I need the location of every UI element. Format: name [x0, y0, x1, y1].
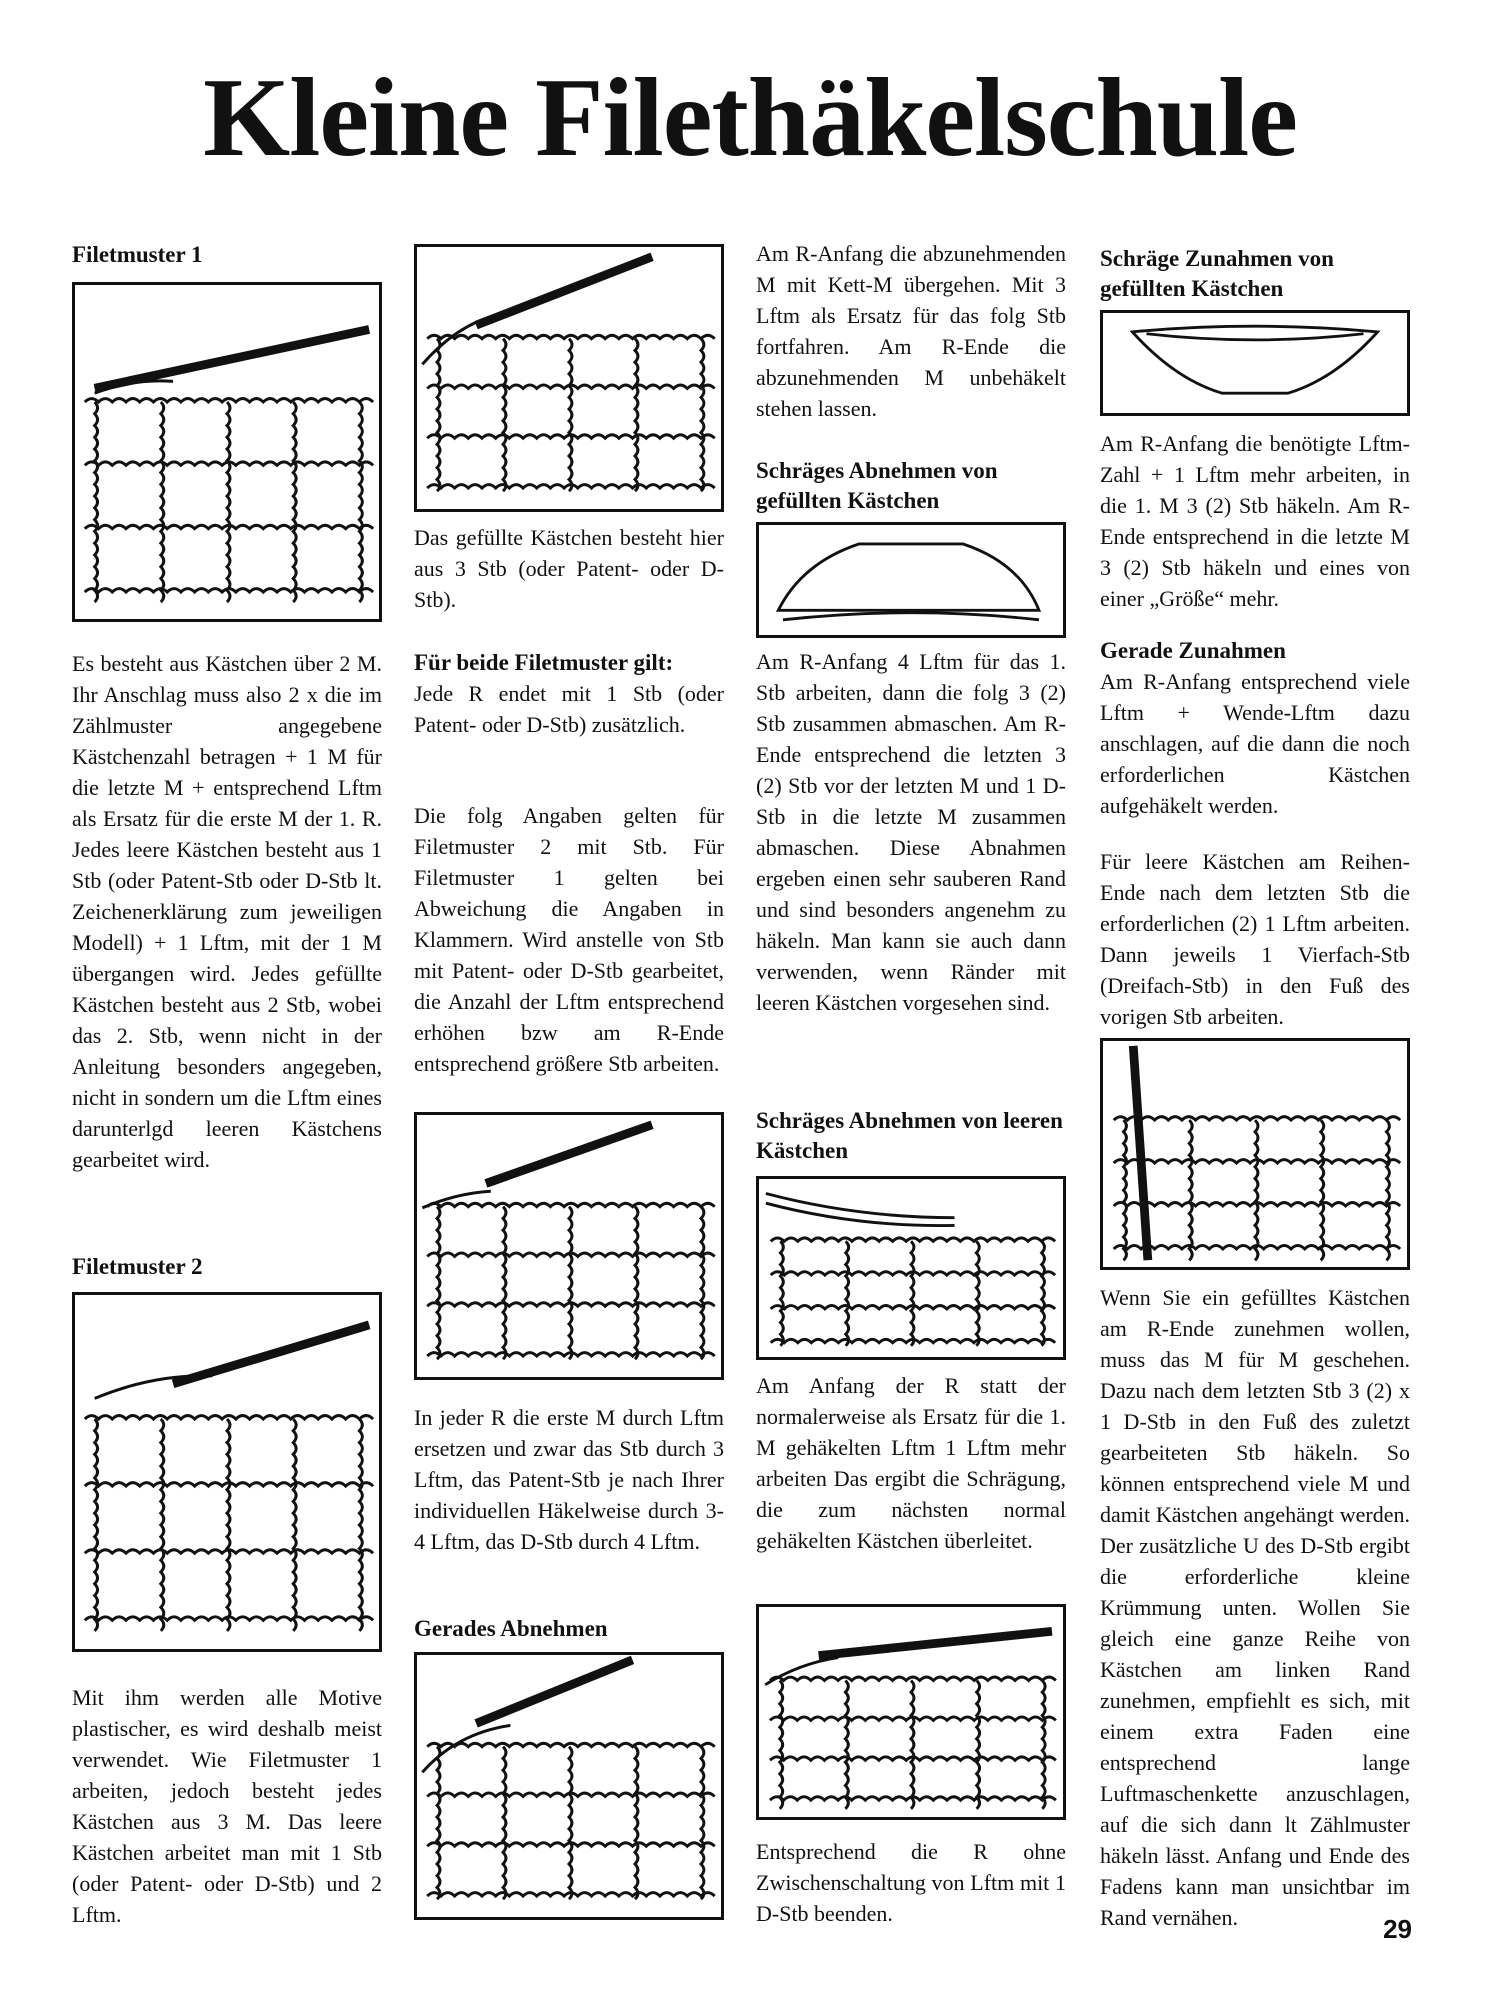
col3-text-1 [756, 238, 1066, 424]
crochet-mesh-illustration [1103, 1041, 1407, 1267]
paragraph: Es besteht aus Kästchen über 2 M. Ihr Anschlag muss also 2 x die im Zählmuster angegebene Kästchenzahl betragen + 1 M für die letzte M + entsprechend Lftm als Ersatz für die erste M der 1. R. Jedes leere Kästchen besteht aus 1 Stb (oder Patent-Stb oder D-Stb lt. Zeichenerklärung zum jeweiligen Modell) + 1 Lftm, mit der 1 M übergangen wird. Jedes gefüllte Kästchen besteht aus 2 Stb, wobei das 2. Stb, wenn nicht in der Anleitung besonders angegeben, nicht in sondern um die Lftm eines darunterlgd leeren Kästchens gearbeitet wird. [72, 651, 382, 1172]
heading-schraeges-abnehmen-leer: Schräges Abnehmen von leeren Kästchen [756, 1108, 1063, 1163]
col3-heading-1-block [756, 456, 1066, 516]
col4-text-4 [1100, 1282, 1410, 1933]
paragraph: Am R-Anfang entsprechend viele Lftm + Wende-Lftm dazu anschlagen, auf die dann die noch erforderlichen Kästchen aufgehäkelt werden. [1100, 669, 1410, 818]
figure-filetmuster-1 [72, 282, 382, 622]
heading-schraeges-abnehmen-gefuellt: Schräges Abnehmen von gefüllten Kästchen [756, 458, 998, 513]
paragraph: Am Anfang der R statt der normalerweise als Ersatz für die 1. M gehäkelten Lftm 1 Lftm mehr arbeiten Das ergibt die Schrägung, die zum nächsten normal gehäkelten Kästchen überleitet. [756, 1373, 1066, 1553]
heading-beide-filetmuster: Für beide Filetmuster gilt: [414, 650, 674, 675]
page-number: 29 [1383, 1914, 1412, 1944]
paragraph: In jeder R die erste M durch Lftm ersetzen und zwar das Stb durch 3 Lftm, das Patent-Stb je nach Ihrer individuellen Häkelweise durch 3-4 Lftm, das D-Stb durch 4 Lftm. [414, 1405, 724, 1554]
heading-gerade-zunahmen: Gerade Zunahmen [1100, 638, 1286, 663]
crochet-mesh-illustration [75, 285, 379, 619]
col3-text-3 [756, 1370, 1066, 1556]
paragraph: Entsprechend die R ohne Zwischenschaltung von Lftm mit 1 D-Stb beenden. [756, 1839, 1066, 1926]
col4-heading-1-block [1100, 244, 1410, 304]
figure-schraeges-abnehmen-leer [756, 1176, 1066, 1360]
figure-r-ende [756, 1604, 1066, 1820]
col4-text-1 [1100, 428, 1410, 614]
figure-gerade-zunahmen [1100, 1038, 1410, 1270]
crochet-mesh-illustration [1103, 313, 1407, 413]
heading-filetmuster-2: Filetmuster 2 [72, 1254, 203, 1279]
crochet-mesh-illustration [75, 1295, 379, 1649]
crochet-mesh-illustration [417, 1115, 721, 1377]
figure-stb-ersatz [414, 1112, 724, 1380]
col2-text-2 [414, 648, 724, 740]
col1-heading-2-block [72, 1252, 382, 1282]
heading-schraege-zunahmen: Schräge Zunahmen von gefüllten Kästchen [1100, 246, 1334, 301]
col2-text-4 [414, 1402, 724, 1557]
figure-gefuellte-kaestchen [414, 244, 724, 512]
col2-heading-block [414, 1614, 724, 1644]
col1-text-2 [72, 1682, 382, 1930]
paragraph: Für leere Kästchen am Reihen-Ende nach dem letzten Stb die erforderlichen (2) 1 Lftm arbeiten. Dann jeweils 1 Vierfach-Stb (Dreifach-Stb) in den Fuß des vorigen Stb arbeiten. [1100, 849, 1410, 1029]
crochet-mesh-illustration [759, 1607, 1063, 1817]
col2-text-3 [414, 800, 724, 1079]
figure-filetmuster-2 [72, 1292, 382, 1652]
heading-gerades-abnehmen: Gerades Abnehmen [414, 1616, 608, 1641]
col3-text-4 [756, 1836, 1066, 1929]
col3-text-2 [756, 646, 1066, 1018]
paragraph: Am R-Anfang die benötigte Lftm-Zahl + 1 Lftm mehr arbeiten, in die 1. M 3 (2) Stb häkeln. Am R-Ende entsprechend in die letzte M 3 (2) Stb häkeln und eines von einer „Größe“ mehr. [1100, 431, 1410, 611]
page-title: Kleine Filethäkelschule [203, 56, 1297, 180]
paragraph: Das gefüllte Kästchen besteht hier aus 3 Stb (oder Patent- oder D-Stb). [414, 525, 724, 612]
col4-text-3 [1100, 846, 1410, 1032]
col1-heading-block [72, 240, 382, 270]
crochet-mesh-illustration [759, 525, 1063, 635]
heading-filetmuster-1: Filetmuster 1 [72, 242, 203, 267]
paragraph: Die folg Angaben gelten für Filetmuster 2 mit Stb. Für Filetmuster 1 gelten bei Abweichung die Angaben in Klammern. Wird anstelle von Stb mit Patent- oder D-Stb gearbeitet, die Anzahl der Lftm entsprechend erhöhen bzw am R-Ende entsprechend größere Stb arbeiten. [414, 803, 724, 1076]
figure-schraeges-abnehmen-gefuellt [756, 522, 1066, 638]
col1-text-1 [72, 648, 382, 1175]
figure-schraege-zunahmen [1100, 310, 1410, 416]
mesh-pattern [85, 399, 373, 602]
paragraph: Am R-Anfang die abzunehmenden M mit Kett-M übergehen. Mit 3 Lftm als Ersatz für das folg Stb fortfahren. Am R-Ende die abzunehmenden M unbehäkelt stehen lassen. [756, 241, 1066, 421]
paragraph: Jede R endet mit 1 Stb (oder Patent- oder D-Stb) zusätzlich. [414, 681, 724, 737]
crochet-mesh-illustration [759, 1179, 1063, 1357]
col3-heading-2-block [756, 1106, 1066, 1166]
paragraph: Am R-Anfang 4 Lftm für das 1. Stb arbeiten, dann die folg 3 (2) Stb zusammen abmaschen. Am R-Ende entsprechend die letzten 3 (2) Stb vor der letzten M und 1 D-Stb in die letzte M zusammen abmaschen. Diese Abnahmen ergeben einen sehr sauberen Rand und sind besonders angenehm zu häkeln. Man kann sie auch dann verwenden, wenn Ränder mit leeren Kästchen vorgesehen sind. [756, 649, 1066, 1015]
paragraph: Wenn Sie ein gefülltes Kästchen am R-Ende zunehmen wollen, muss das M für M geschehen. Dazu nach dem letzten Stb 3 (2) x 1 D-Stb in den Fuß des zuletzt gearbeiteten Stb häkeln. So können entsprechend viele M und damit Kästchen angehängt werden. Der zusätzliche U des D-Stb ergibt die erforderliche kleine Krümmung unten. Wollen Sie gleich eine ganze Reihe von Kästchen am linken Rand zunehmen, empfiehlt es sich, mit einem extra Faden eine entsprechend lange Luftmaschenkette anzuschlagen, auf die sich dann lt Zählmuster häkeln lässt. Anfang und Ende des Fadens kann man unsichtbar im Rand vernähen. [1100, 1285, 1410, 1930]
figure-gerades-abnehmen [414, 1652, 724, 1920]
crochet-mesh-illustration [417, 247, 721, 509]
crochet-mesh-illustration [417, 1655, 721, 1917]
col4-text-2 [1100, 636, 1410, 821]
paragraph: Mit ihm werden alle Motive plastischer, es wird deshalb meist verwendet. Wie Filetmuster 1 arbeiten, jedoch besteht jedes Kästchen aus 3 M. Das leere Kästchen arbeitet man mit 1 Stb (oder Patent- oder D-Stb) und 2 Lftm. [72, 1685, 382, 1927]
col2-text-1 [414, 522, 724, 615]
